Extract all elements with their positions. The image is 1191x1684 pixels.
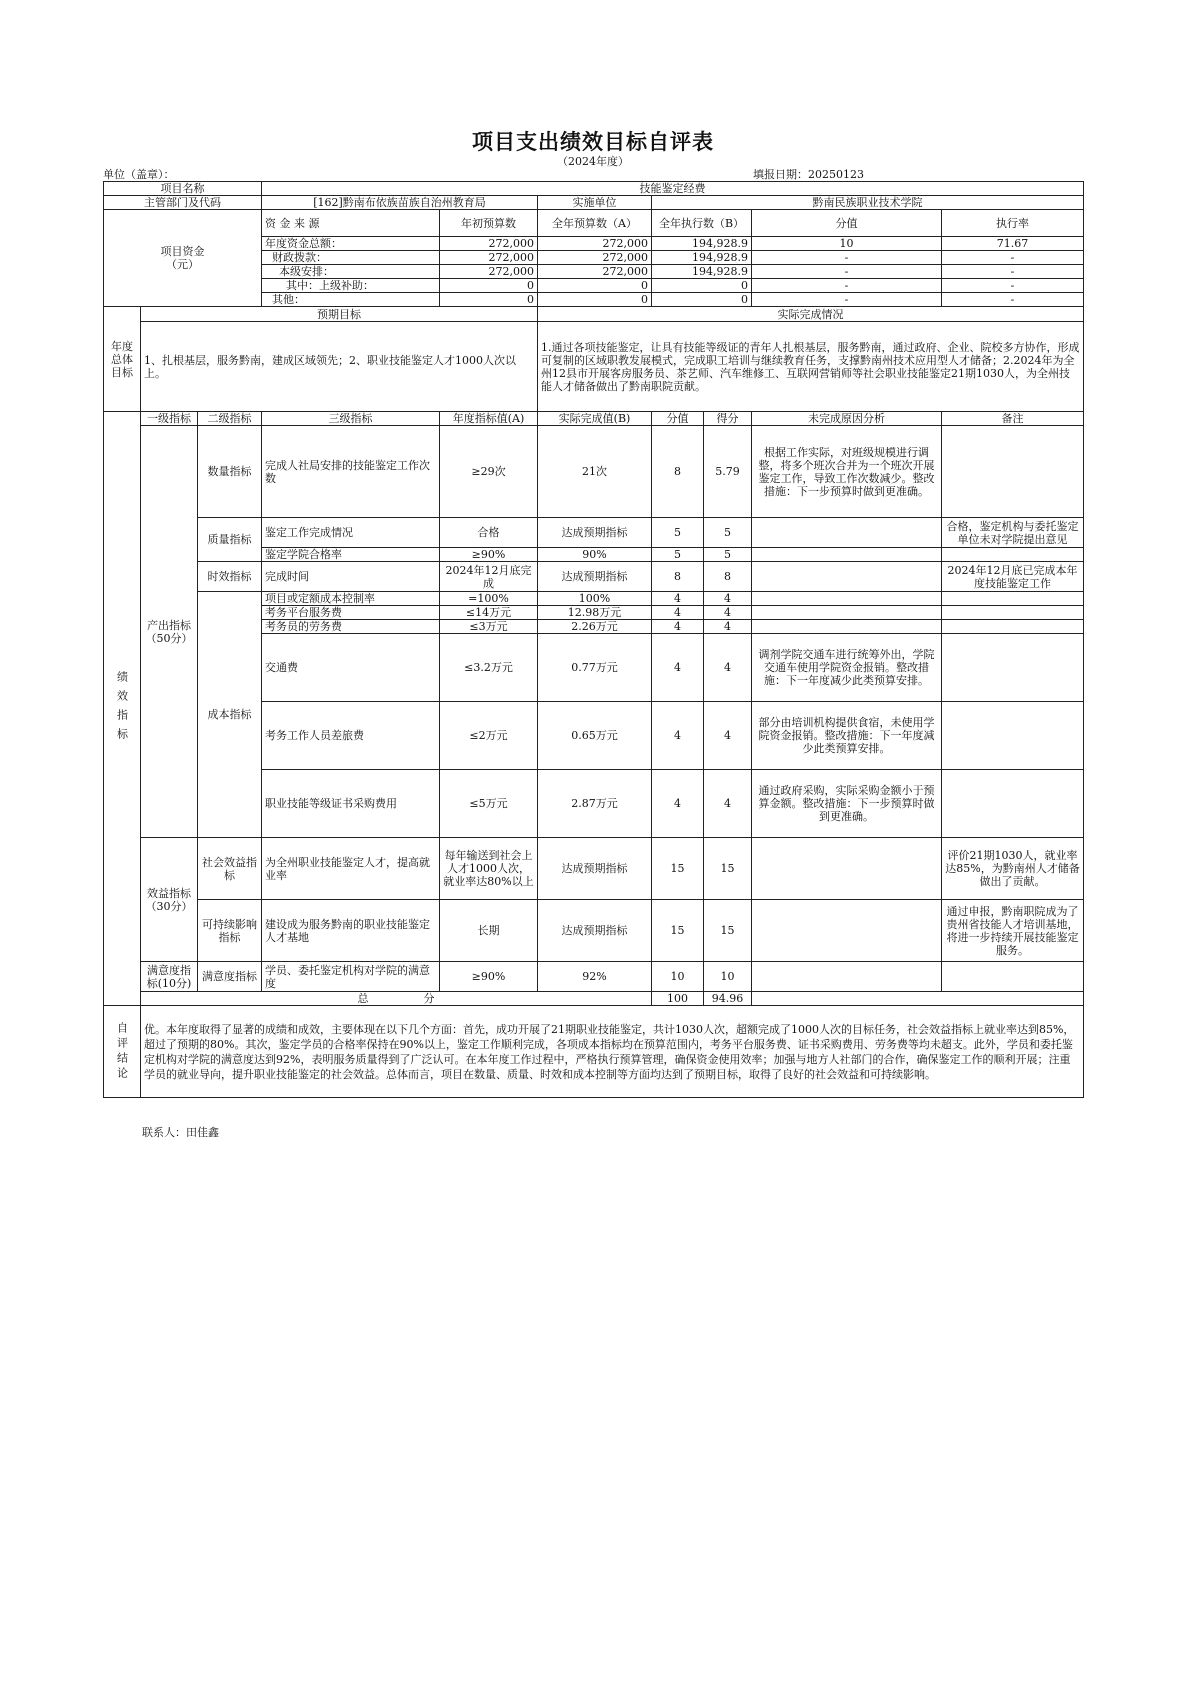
perf-score: 4 <box>652 620 704 634</box>
perf-l3: 考务工作人员差旅费 <box>262 702 440 770</box>
perf-target: 合格 <box>440 518 538 548</box>
perf-label-text: 绩效指标 <box>115 670 129 747</box>
perf-got: 4 <box>704 620 752 634</box>
perf-reason <box>752 518 942 548</box>
perf-note <box>942 548 1084 562</box>
goals-label <box>104 307 141 412</box>
perf-l3: 项目或定额成本控制率 <box>262 592 440 606</box>
perf-row <box>104 562 1084 592</box>
perf-reason <box>752 962 942 992</box>
perf-reason <box>752 562 942 592</box>
perf-target: ≥90% <box>440 548 538 562</box>
goals-label-line: 目标 <box>111 365 133 379</box>
total-got: 94.96 <box>704 992 752 1006</box>
funds-row-init: 272,000 <box>440 265 538 279</box>
perf-got: 8 <box>704 562 752 592</box>
perf-header-l1: 一级指标 <box>141 412 198 426</box>
perf-header-l2: 二级指标 <box>198 412 262 426</box>
perf-got: 4 <box>704 702 752 770</box>
perf-note <box>942 426 1084 518</box>
goals-actual-header: 实际完成情况 <box>538 307 1084 322</box>
perf-l3: 职业技能等级证书采购费用 <box>262 770 440 838</box>
perf-reason <box>752 548 942 562</box>
perf-l2-quality: 质量指标 <box>198 518 262 562</box>
impl-label: 实施单位 <box>538 196 652 210</box>
perf-header-got: 得分 <box>704 412 752 426</box>
goals-label-line: 总体 <box>111 352 133 366</box>
funds-label-line1: 项目资金 <box>160 245 205 258</box>
funds-row-full: 0 <box>538 279 652 293</box>
perf-actual: 2.87万元 <box>538 770 652 838</box>
perf-score: 15 <box>652 838 704 900</box>
perf-l3: 交通费 <box>262 634 440 702</box>
perf-note: 通过申报，黔南职院成为了贵州省技能人才培训基地，将进一步持续开展技能鉴定服务。 <box>942 900 1084 962</box>
funds-row-rate: - <box>942 279 1084 293</box>
perf-score: 4 <box>652 634 704 702</box>
goals-expected: 1、扎根基层，服务黔南，建成区域领先；2、职业技能鉴定人才1000人次以上。 <box>141 322 538 412</box>
perf-note <box>942 770 1084 838</box>
row-goals-content <box>104 322 1084 412</box>
perf-actual: 2.26万元 <box>538 620 652 634</box>
unit-label: 单位（盖章）： <box>103 168 175 181</box>
perf-target: 长期 <box>440 900 538 962</box>
funds-header-exec: 全年执行数（B） <box>652 210 752 237</box>
perf-row <box>104 900 1084 962</box>
perf-header-l3: 三级指标 <box>262 412 440 426</box>
perf-actual: 0.77万元 <box>538 634 652 702</box>
perf-reason <box>752 592 942 606</box>
perf-note: 2024年12月底已完成本年度技能鉴定工作 <box>942 562 1084 592</box>
perf-note <box>942 634 1084 702</box>
impl-value: 黔南民族职业技术学院 <box>652 196 1084 210</box>
perf-l2-sustain: 可持续影响指标 <box>198 900 262 962</box>
perf-got: 5.79 <box>704 426 752 518</box>
row-perf-header <box>104 412 1084 426</box>
perf-got: 15 <box>704 838 752 900</box>
funds-row-rate: - <box>942 251 1084 265</box>
perf-l1-benefit: 效益指标（30分） <box>141 838 198 962</box>
perf-reason <box>752 838 942 900</box>
perf-reason: 调剂学院交通车进行统筹外出，学院交通车使用学院资金报销。整改措施：下一年度减少此类预算安排。 <box>752 634 942 702</box>
perf-actual: 达成预期指标 <box>538 900 652 962</box>
perf-l2-timeliness: 时效指标 <box>198 562 262 592</box>
funds-row-name: 其他： <box>262 293 440 307</box>
perf-l3: 为全州职业技能鉴定人才，提高就业率 <box>262 838 440 900</box>
perf-header-score: 分值 <box>652 412 704 426</box>
goals-label-line: 年度 <box>111 339 133 353</box>
perf-actual: 达成预期指标 <box>538 518 652 548</box>
funds-header-source: 资 金 来 源 <box>262 210 440 237</box>
funds-row-init: 0 <box>440 279 538 293</box>
perf-got: 10 <box>704 962 752 992</box>
perf-got: 5 <box>704 548 752 562</box>
perf-reason <box>752 900 942 962</box>
perf-l2-social: 社会效益指标 <box>198 838 262 900</box>
perf-actual: 21次 <box>538 426 652 518</box>
perf-actual: 达成预期指标 <box>538 562 652 592</box>
perf-score: 4 <box>652 592 704 606</box>
perf-row <box>104 962 1084 992</box>
funds-header-rate: 执行率 <box>942 210 1084 237</box>
project-name-value: 技能鉴定经费 <box>262 182 1084 196</box>
perf-row <box>104 592 1084 606</box>
funds-row-name: 本级安排： <box>262 265 440 279</box>
perf-target: ≤14万元 <box>440 606 538 620</box>
perf-score: 8 <box>652 426 704 518</box>
perf-label <box>104 412 141 1006</box>
perf-row <box>104 838 1084 900</box>
perf-header-actual: 实际完成值(B) <box>538 412 652 426</box>
perf-l3: 考务平台服务费 <box>262 606 440 620</box>
perf-actual: 0.65万元 <box>538 702 652 770</box>
conclusion-label-text: 自评结论 <box>115 1021 129 1082</box>
funds-header-full: 全年预算数（A） <box>538 210 652 237</box>
perf-note: 合格，鉴定机构与委托鉴定单位未对学院提出意见 <box>942 518 1084 548</box>
funds-row-score: - <box>752 279 942 293</box>
perf-actual: 100% <box>538 592 652 606</box>
funds-row-exec: 194,928.9 <box>652 237 752 251</box>
row-total <box>104 992 1084 1006</box>
funds-row-exec: 194,928.9 <box>652 265 752 279</box>
perf-reason: 通过政府采购，实际采购金额小于预算金额。整改措施：下一步预算时做到更准确。 <box>752 770 942 838</box>
perf-score: 5 <box>652 518 704 548</box>
row-funds-header <box>104 210 1084 237</box>
goals-actual: 1.通过各项技能鉴定，让具有技能等级证的青年人扎根基层，服务黔南，通过政府、企业、院校多方协作，形成可复制的区域职教发展模式，完成职工培训与继续教育任务，支撑黔南州技术应用型人才储备；2.2024年为全州12县市开展客房服务员、茶艺师、汽车维修工、互联网营销师等社会职业技能鉴定21期1030人，为全州技能人才储备做出了黔南职院贡献。 <box>538 322 1084 412</box>
funds-label <box>104 210 262 307</box>
funds-row-score: - <box>752 293 942 307</box>
total-score: 100 <box>652 992 704 1006</box>
perf-score: 15 <box>652 900 704 962</box>
perf-l3: 鉴定学院合格率 <box>262 548 440 562</box>
form-year: （2024年度） <box>557 155 629 168</box>
perf-note: 评价21期1030人，就业率达85%，为黔南州人才储备做出了贡献。 <box>942 838 1084 900</box>
perf-score: 8 <box>652 562 704 592</box>
funds-row-rate: - <box>942 293 1084 307</box>
perf-got: 4 <box>704 770 752 838</box>
perf-note <box>942 606 1084 620</box>
perf-header-note: 备注 <box>942 412 1084 426</box>
form-title: 项目支出绩效目标自评表 <box>472 130 714 154</box>
perf-l3: 建设成为服务黔南的职业技能鉴定人才基地 <box>262 900 440 962</box>
perf-target: 每年输送到社会上人才1000人次，就业率达80%以上 <box>440 838 538 900</box>
row-dept <box>104 196 1084 210</box>
perf-actual: 90% <box>538 548 652 562</box>
perf-score: 4 <box>652 702 704 770</box>
perf-got: 5 <box>704 518 752 548</box>
perf-target: ≤3.2万元 <box>440 634 538 702</box>
funds-row-full: 0 <box>538 293 652 307</box>
funds-row-rate: - <box>942 265 1084 279</box>
funds-row-full: 272,000 <box>538 237 652 251</box>
funds-row-full: 272,000 <box>538 251 652 265</box>
row-goals-header <box>104 307 1084 322</box>
perf-l2-cost: 成本指标 <box>198 592 262 838</box>
funds-label-line2: （元） <box>166 258 199 271</box>
funds-header-init: 年初预算数 <box>440 210 538 237</box>
perf-score: 4 <box>652 606 704 620</box>
row-conclusion <box>104 1006 1084 1098</box>
perf-target: 2024年12月底完成 <box>440 562 538 592</box>
perf-reason <box>752 606 942 620</box>
funds-row-init: 272,000 <box>440 237 538 251</box>
funds-row-score: - <box>752 251 942 265</box>
evaluation-table <box>103 181 1084 1098</box>
perf-got: 15 <box>704 900 752 962</box>
perf-target: =100% <box>440 592 538 606</box>
funds-row-full: 272,000 <box>538 265 652 279</box>
project-name-label: 项目名称 <box>104 182 262 196</box>
perf-l2-satisfaction: 满意度指标 <box>198 962 262 992</box>
perf-note <box>942 702 1084 770</box>
perf-target: ≥29次 <box>440 426 538 518</box>
row-project-name <box>104 182 1084 196</box>
perf-l3: 鉴定工作完成情况 <box>262 518 440 548</box>
perf-note <box>942 962 1084 992</box>
perf-l3: 完成时间 <box>262 562 440 592</box>
perf-got: 4 <box>704 606 752 620</box>
fill-date: 填报日期：20250123 <box>753 168 864 181</box>
perf-row <box>104 518 1084 548</box>
goals-expected-header: 预期目标 <box>141 307 538 322</box>
funds-row-exec: 0 <box>652 279 752 293</box>
perf-note <box>942 620 1084 634</box>
perf-actual: 92% <box>538 962 652 992</box>
funds-row-init: 272,000 <box>440 251 538 265</box>
funds-header-score: 分值 <box>752 210 942 237</box>
total-blank <box>752 992 1084 1006</box>
perf-target: ≤5万元 <box>440 770 538 838</box>
funds-row-exec: 194,928.9 <box>652 251 752 265</box>
funds-row-name: 其中：上级补助： <box>262 279 440 293</box>
funds-row-score: - <box>752 265 942 279</box>
contact-person: 联系人：田佳鑫 <box>142 1126 219 1139</box>
perf-actual: 12.98万元 <box>538 606 652 620</box>
perf-header-reason: 未完成原因分析 <box>752 412 942 426</box>
funds-row-name: 财政拨款： <box>262 251 440 265</box>
perf-l3: 完成人社局安排的技能鉴定工作次数 <box>262 426 440 518</box>
dept-value: [162]黔南布依族苗族自治州教育局 <box>262 196 538 210</box>
perf-l1-satisfaction: 满意度指标(10分) <box>141 962 198 992</box>
funds-row-name: 年度资金总额： <box>262 237 440 251</box>
funds-row-rate: 71.67 <box>942 237 1084 251</box>
perf-l3: 学员、委托鉴定机构对学院的满意度 <box>262 962 440 992</box>
perf-l3: 考务员的劳务费 <box>262 620 440 634</box>
total-label: 总 分 <box>141 992 652 1006</box>
perf-row <box>104 426 1084 518</box>
perf-score: 5 <box>652 548 704 562</box>
perf-note <box>942 592 1084 606</box>
perf-actual: 达成预期指标 <box>538 838 652 900</box>
funds-row-init: 0 <box>440 293 538 307</box>
perf-target: ≤3万元 <box>440 620 538 634</box>
perf-score: 10 <box>652 962 704 992</box>
perf-l2-quantity: 数量指标 <box>198 426 262 518</box>
perf-reason: 部分由培训机构提供食宿，未使用学院资金报销。整改措施：下一年度减少此类预算安排。 <box>752 702 942 770</box>
conclusion-text: 优。本年度取得了显著的成绩和成效，主要体现在以下几个方面：首先，成功开展了21期职业技能鉴定，共计1030人次，超额完成了1000人次的目标任务，社会效益指标上就业率达到85%，超过了预期的80%。其次，鉴定学员的合格率保持在90%以上，鉴定工作顺利完成，各项成本指标均在预算范围内，考务平台服务费、证书采购费用、劳务费等均未超支。此外，学员和委托鉴定机构对学院的满意度达到92%，表明服务质量得到了广泛认可。在本年度工作过程中，严格执行预算管理，确保资金使用效率；加强与地方人社部门的合作，确保鉴定工作的顺利开展；注重学员的就业导向，提升职业技能鉴定的社会效益。总体而言，项目在数量、质量、时效和成本控制等方面均达到了预期目标，取得了良好的社会效益和可持续影响。 <box>141 1006 1084 1098</box>
dept-label: 主管部门及代码 <box>104 196 262 210</box>
perf-reason: 根据工作实际，对班级规模进行调整，将多个班次合并为一个班次开展鉴定工作，导致工作次数减少。整改措施：下一步预算时做到更准确。 <box>752 426 942 518</box>
conclusion-label <box>104 1006 141 1098</box>
perf-reason <box>752 620 942 634</box>
funds-row-exec: 0 <box>652 293 752 307</box>
perf-got: 4 <box>704 634 752 702</box>
perf-l1-output: 产出指标（50分） <box>141 426 198 838</box>
perf-score: 4 <box>652 770 704 838</box>
perf-got: 4 <box>704 592 752 606</box>
perf-target: ≥90% <box>440 962 538 992</box>
perf-target: ≤2万元 <box>440 702 538 770</box>
funds-row-score: 10 <box>752 237 942 251</box>
perf-header-target: 年度指标值(A) <box>440 412 538 426</box>
